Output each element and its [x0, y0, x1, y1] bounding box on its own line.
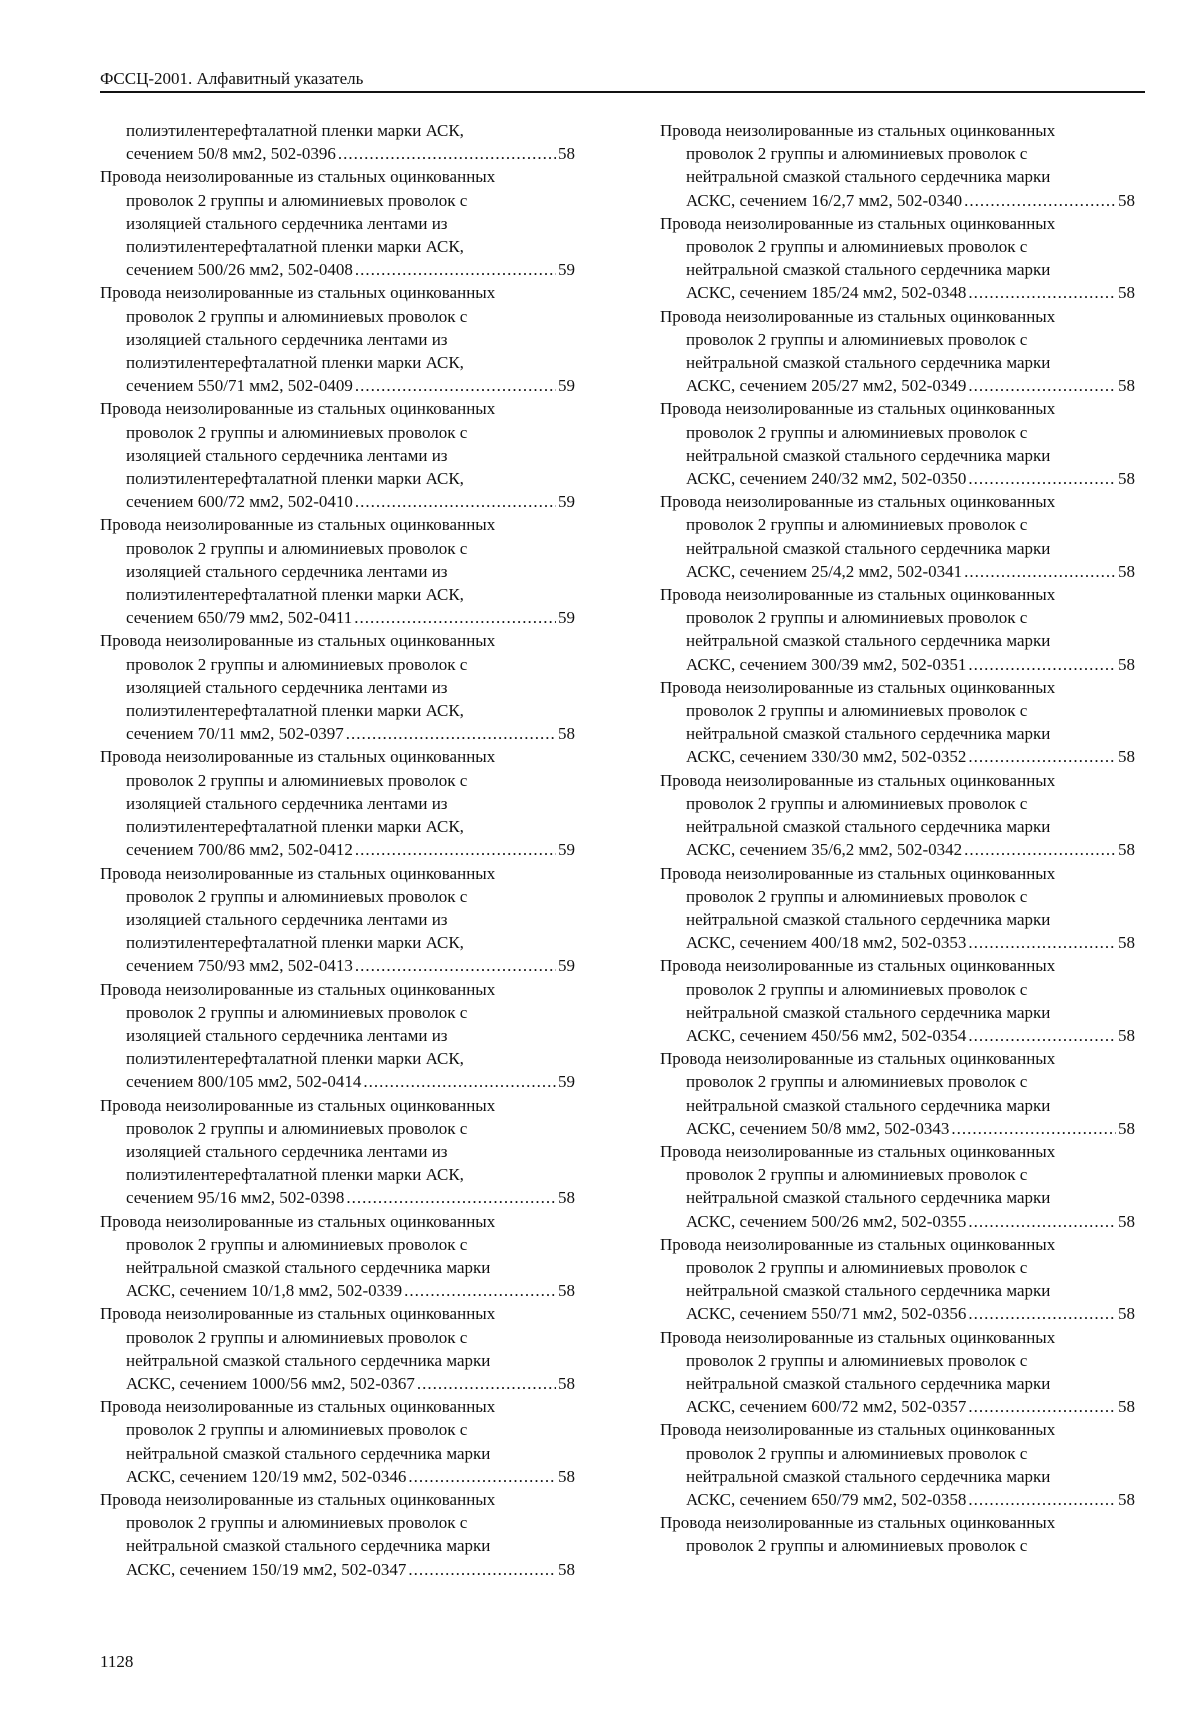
entry-line: нейтральной смазкой стального сердечника марки — [126, 1443, 491, 1463]
entry-line: нейтральной смазкой стального сердечника марки — [686, 445, 1051, 465]
entry-line: нейтральной смазкой стального сердечника марки — [686, 538, 1051, 558]
entry-page-ref: 58 — [558, 144, 575, 164]
entry-section: АСКС, сечением 10/1,8 мм2, 502-0339 — [126, 1281, 403, 1301]
entry-line: изоляцией стального сердечника лентами из — [126, 1141, 448, 1161]
entry-line: проволок 2 группы и алюминиевых проволок с — [686, 1536, 1028, 1556]
entry-line: нейтральной смазкой стального сердечника марки — [686, 1466, 1051, 1486]
entry-line: полиэтилентерефталатной пленки марки АСК, — [126, 237, 464, 257]
entry-section: АСКС, сечением 16/2,7 мм2, 502-0340 — [686, 190, 963, 210]
entry-line: изоляцией стального сердечника лентами из — [126, 213, 448, 233]
entry-line: нейтральной смазкой стального сердечника марки — [126, 1350, 491, 1370]
entry-line: нейтральной смазкой стального сердечника марки — [686, 817, 1051, 837]
entry-line: Провода неизолированные из стальных оцинкованных — [100, 399, 496, 419]
entry-line: изоляцией стального сердечника лентами из — [126, 793, 448, 813]
dot-leader — [417, 1372, 556, 1395]
entry-section: АСКС, сечением 330/30 мм2, 502-0352 — [686, 747, 967, 767]
index-entry — [100, 281, 575, 397]
index-entry — [100, 1395, 575, 1488]
entry-last-line — [100, 374, 575, 397]
entry-last-line — [660, 467, 1135, 490]
entry-line: Провода неизолированные из стальных оцинкованных — [100, 515, 496, 535]
entry-section: сечением 500/26 мм2, 502-0408 — [126, 260, 353, 280]
entry-last-line — [660, 1302, 1135, 1325]
entry-last-line — [100, 1186, 575, 1209]
entry-section: АСКС, сечением 205/27 мм2, 502-0349 — [686, 376, 967, 396]
dot-leader — [408, 1558, 556, 1581]
entry-line: полиэтилентерефталатной пленки марки АСК, — [126, 817, 464, 837]
entry-line: нейтральной смазкой стального сердечника марки — [686, 1095, 1051, 1115]
entry-line: Провода неизолированные из стальных оцинкованных — [660, 1327, 1056, 1347]
index-entry — [660, 1418, 1135, 1511]
entry-line: Провода неизолированные из стальных оцинкованных — [660, 399, 1056, 419]
dot-leader — [968, 1395, 1116, 1418]
entry-page-ref: 58 — [1118, 561, 1135, 581]
index-entry — [660, 1140, 1135, 1233]
entry-line: нейтральной смазкой стального сердечника марки — [686, 631, 1051, 651]
entry-section: АСКС, сечением 300/39 мм2, 502-0351 — [686, 654, 967, 674]
entry-line: нейтральной смазкой стального сердечника марки — [126, 1257, 491, 1277]
entry-last-line — [100, 1558, 575, 1581]
dot-leader — [968, 374, 1116, 397]
index-entry — [660, 305, 1135, 398]
entry-line: проволок 2 группы и алюминиевых проволок с — [686, 237, 1028, 257]
entry-line: полиэтилентерефталатной пленки марки АСК, — [126, 701, 464, 721]
entry-line: Провода неизолированные из стальных оцинкованных — [660, 863, 1056, 883]
dot-leader — [968, 1302, 1116, 1325]
index-entry — [660, 1233, 1135, 1326]
index-entry — [660, 1511, 1135, 1557]
entry-section: АСКС, сечением 1000/56 мм2, 502-0367 — [126, 1373, 415, 1393]
entry-page-ref: 58 — [558, 1373, 575, 1393]
entry-line: проволок 2 группы и алюминиевых проволок с — [126, 654, 468, 674]
dot-leader — [968, 467, 1116, 490]
entry-page-ref: 58 — [558, 724, 575, 744]
entry-line: проволок 2 группы и алюминиевых проволок с — [686, 886, 1028, 906]
entry-line: проволок 2 группы и алюминиевых проволок с — [126, 1002, 468, 1022]
entry-line: нейтральной смазкой стального сердечника марки — [686, 1281, 1051, 1301]
dot-leader — [408, 1465, 556, 1488]
entry-last-line — [100, 1279, 575, 1302]
entry-page-ref: 59 — [558, 956, 575, 976]
entry-last-line — [660, 1024, 1135, 1047]
entry-section: АСКС, сечением 35/6,2 мм2, 502-0342 — [686, 840, 963, 860]
entry-last-line — [660, 653, 1135, 676]
entry-line: Провода неизолированные из стальных оцинкованных — [660, 492, 1056, 512]
dot-leader — [968, 281, 1116, 304]
entry-page-ref: 58 — [1118, 1025, 1135, 1045]
entry-line: изоляцией стального сердечника лентами из — [126, 329, 448, 349]
index-column-right — [660, 119, 1135, 1558]
entry-page-ref: 59 — [558, 840, 575, 860]
entry-last-line — [100, 142, 575, 165]
entry-line: Провода неизолированные из стальных оцинкованных — [100, 863, 496, 883]
entry-page-ref: 58 — [1118, 1211, 1135, 1231]
entry-line: проволок 2 группы и алюминиевых проволок с — [126, 1327, 468, 1347]
entry-line: полиэтилентерефталатной пленки марки АСК, — [126, 1049, 464, 1069]
entry-page-ref: 58 — [1118, 747, 1135, 767]
entry-last-line — [100, 606, 575, 629]
entry-section: АСКС, сечением 400/18 мм2, 502-0353 — [686, 933, 967, 953]
dot-leader — [968, 1210, 1116, 1233]
entry-line: изоляцией стального сердечника лентами из — [126, 677, 448, 697]
dot-leader — [964, 838, 1116, 861]
entry-line: проволок 2 группы и алюминиевых проволок с — [686, 1072, 1028, 1092]
index-entry — [100, 119, 575, 165]
entry-line: полиэтилентерефталатной пленки марки АСК, — [126, 469, 464, 489]
entry-page-ref: 58 — [1118, 933, 1135, 953]
index-entry — [100, 978, 575, 1094]
entry-page-ref: 58 — [1118, 1118, 1135, 1138]
entry-line: Провода неизолированные из стальных оцинкованных — [100, 283, 496, 303]
index-entry — [100, 165, 575, 281]
dot-leader — [346, 722, 556, 745]
entry-line: проволок 2 группы и алюминиевых проволок с — [686, 979, 1028, 999]
entry-line: проволок 2 группы и алюминиевых проволок с — [686, 793, 1028, 813]
dot-leader — [355, 258, 556, 281]
entry-line: нейтральной смазкой стального сердечника марки — [686, 909, 1051, 929]
entry-line: проволок 2 группы и алюминиевых проволок с — [686, 1257, 1028, 1277]
entry-line: проволок 2 группы и алюминиевых проволок с — [126, 1234, 468, 1254]
entry-line: проволок 2 группы и алюминиевых проволок с — [126, 422, 468, 442]
entry-line: нейтральной смазкой стального сердечника марки — [686, 167, 1051, 187]
index-entry — [100, 397, 575, 513]
entry-page-ref: 59 — [558, 376, 575, 396]
dot-leader — [968, 653, 1116, 676]
entry-line: проволок 2 группы и алюминиевых проволок с — [126, 1420, 468, 1440]
index-entry — [660, 769, 1135, 862]
dot-leader — [968, 1024, 1116, 1047]
entry-section: АСКС, сечением 185/24 мм2, 502-0348 — [686, 283, 967, 303]
entry-page-ref: 59 — [558, 260, 575, 280]
entry-line: нейтральной смазкой стального сердечника марки — [686, 724, 1051, 744]
entry-section: сечением 650/79 мм2, 502-0411 — [126, 608, 353, 628]
entry-line: Провода неизолированные из стальных оцинкованных — [660, 213, 1056, 233]
entry-page-ref: 58 — [1118, 469, 1135, 489]
index-entry — [660, 1047, 1135, 1140]
entry-line: Провода неизолированные из стальных оцинкованных — [660, 1513, 1056, 1533]
entry-last-line — [100, 1465, 575, 1488]
entry-line: проволок 2 группы и алюминиевых проволок с — [126, 538, 468, 558]
entry-line: Провода неизолированные из стальных оцинкованных — [100, 1211, 496, 1231]
entry-page-ref: 58 — [1118, 840, 1135, 860]
entry-page-ref: 58 — [1118, 1489, 1135, 1509]
entry-section: сечением 50/8 мм2, 502-0396 — [126, 144, 336, 164]
entry-line: проволок 2 группы и алюминиевых проволок с — [126, 770, 468, 790]
entry-last-line — [660, 374, 1135, 397]
entry-section: АСКС, сечением 500/26 мм2, 502-0355 — [686, 1211, 967, 1231]
entry-line: Провода неизолированные из стальных оцинкованных — [100, 1489, 496, 1509]
entry-page-ref: 58 — [558, 1559, 575, 1579]
entry-line: Провода неизолированные из стальных оцинкованных — [100, 979, 496, 999]
entry-line: полиэтилентерефталатной пленки марки АСК, — [126, 353, 464, 373]
entry-last-line — [660, 189, 1135, 212]
entry-line: Провода неизолированные из стальных оцинкованных — [100, 1304, 496, 1324]
index-entry — [100, 1210, 575, 1303]
entry-line: Провода неизолированные из стальных оцинкованных — [100, 1095, 496, 1115]
entry-last-line — [660, 838, 1135, 861]
entry-last-line — [660, 745, 1135, 768]
running-header: ФССЦ-2001. Алфавитный указатель — [100, 68, 1145, 93]
entry-page-ref: 58 — [558, 1466, 575, 1486]
entry-page-ref: 59 — [558, 608, 575, 628]
dot-leader — [338, 142, 556, 165]
entry-page-ref: 58 — [558, 1281, 575, 1301]
entry-section: АСКС, сечением 50/8 мм2, 502-0343 — [686, 1118, 950, 1138]
entry-line: проволок 2 группы и алюминиевых проволок с — [686, 1443, 1028, 1463]
entry-section: сечением 800/105 мм2, 502-0414 — [126, 1072, 362, 1092]
entry-last-line — [100, 490, 575, 513]
entry-line: Провода неизолированные из стальных оцинкованных — [660, 1234, 1056, 1254]
index-entry — [100, 513, 575, 629]
entry-page-ref: 59 — [558, 1072, 575, 1092]
entry-last-line — [100, 838, 575, 861]
entry-line: проволок 2 группы и алюминиевых проволок с — [686, 1165, 1028, 1185]
entry-line: нейтральной смазкой стального сердечника марки — [686, 260, 1051, 280]
dot-leader — [346, 1186, 556, 1209]
dot-leader — [964, 189, 1116, 212]
entry-line: нейтральной смазкой стального сердечника марки — [686, 1002, 1051, 1022]
dot-leader — [355, 838, 556, 861]
index-entry — [660, 1326, 1135, 1419]
entry-page-ref: 58 — [1118, 654, 1135, 674]
entry-line: полиэтилентерефталатной пленки марки АСК, — [126, 933, 464, 953]
dot-leader — [355, 374, 556, 397]
entry-line: полиэтилентерефталатной пленки марки АСК, — [126, 1165, 464, 1185]
index-entry — [100, 1094, 575, 1210]
entry-section: АСКС, сечением 600/72 мм2, 502-0357 — [686, 1397, 967, 1417]
entry-line: Провода неизолированные из стальных оцинкованных — [660, 1420, 1056, 1440]
dot-leader — [968, 931, 1116, 954]
index-entry — [660, 490, 1135, 583]
index-entry — [100, 745, 575, 861]
index-entry — [100, 1488, 575, 1581]
entry-line: Провода неизолированные из стальных оцинкованных — [100, 631, 496, 651]
index-entry — [660, 862, 1135, 955]
entry-line: нейтральной смазкой стального сердечника марки — [686, 1188, 1051, 1208]
entry-line: Провода неизолированные из стальных оцинкованных — [100, 747, 496, 767]
entry-line: изоляцией стального сердечника лентами из — [126, 909, 448, 929]
entry-section: АСКС, сечением 240/32 мм2, 502-0350 — [686, 469, 967, 489]
entry-section: сечением 550/71 мм2, 502-0409 — [126, 376, 353, 396]
entry-section: сечением 750/93 мм2, 502-0413 — [126, 956, 353, 976]
dot-leader — [968, 1488, 1116, 1511]
entry-last-line — [660, 560, 1135, 583]
entry-last-line — [660, 1117, 1135, 1140]
entry-page-ref: 58 — [1118, 1304, 1135, 1324]
dot-leader — [404, 1279, 556, 1302]
entry-line: проволок 2 группы и алюминиевых проволок с — [686, 701, 1028, 721]
entry-section: сечением 600/72 мм2, 502-0410 — [126, 492, 353, 512]
page-number: 1128 — [100, 1652, 134, 1671]
index-entry — [660, 583, 1135, 676]
entry-line: проволок 2 группы и алюминиевых проволок с — [686, 422, 1028, 442]
entry-last-line — [660, 1210, 1135, 1233]
entry-line: Провода неизолированные из стальных оцинкованных — [660, 121, 1056, 140]
entry-line: Провода неизолированные из стальных оцинкованных — [660, 956, 1056, 976]
entry-section: АСКС, сечением 120/19 мм2, 502-0346 — [126, 1466, 407, 1486]
entry-last-line — [100, 954, 575, 977]
entry-line: нейтральной смазкой стального сердечника марки — [686, 1373, 1051, 1393]
entry-line: полиэтилентерефталатной пленки марки АСК, — [126, 585, 464, 605]
entry-last-line — [660, 1488, 1135, 1511]
entry-line: изоляцией стального сердечника лентами из — [126, 561, 448, 581]
entry-last-line — [660, 931, 1135, 954]
index-entry — [660, 397, 1135, 490]
entry-line: изоляцией стального сердечника лентами из — [126, 1025, 448, 1045]
entry-line: проволок 2 группы и алюминиевых проволок с — [126, 1118, 468, 1138]
entry-section: сечением 70/11 мм2, 502-0397 — [126, 724, 344, 744]
dot-leader — [968, 745, 1116, 768]
index-entry — [660, 212, 1135, 305]
index-entry — [660, 954, 1135, 1047]
entry-line: нейтральной смазкой стального сердечника марки — [686, 353, 1051, 373]
entry-line: Провода неизолированные из стальных оцинкованных — [100, 167, 496, 187]
index-entry — [100, 862, 575, 978]
entry-line: проволок 2 группы и алюминиевых проволок с — [126, 1513, 468, 1533]
entry-line: проволок 2 группы и алюминиевых проволок с — [126, 306, 468, 326]
entry-line: проволок 2 группы и алюминиевых проволок с — [686, 515, 1028, 535]
entry-last-line — [100, 722, 575, 745]
entry-section: АСКС, сечением 150/19 мм2, 502-0347 — [126, 1559, 407, 1579]
entry-section: АСКС, сечением 650/79 мм2, 502-0358 — [686, 1489, 967, 1509]
dot-leader — [355, 954, 556, 977]
entry-line: Провода неизолированные из стальных оцинкованных — [660, 677, 1056, 697]
entry-line: Провода неизолированные из стальных оцинкованных — [660, 585, 1056, 605]
entry-page-ref: 59 — [558, 492, 575, 512]
entry-line: Провода неизолированные из стальных оцинкованных — [660, 1049, 1056, 1069]
entry-last-line — [100, 1070, 575, 1093]
entry-page-ref: 58 — [1118, 283, 1135, 303]
entry-line: проволок 2 группы и алюминиевых проволок с — [686, 329, 1028, 349]
index-entry — [100, 629, 575, 745]
entry-page-ref: 58 — [558, 1188, 575, 1208]
entry-last-line — [100, 1372, 575, 1395]
index-column-left — [100, 119, 575, 1581]
entry-line: проволок 2 группы и алюминиевых проволок с — [686, 1350, 1028, 1370]
entry-section: АСКС, сечением 550/71 мм2, 502-0356 — [686, 1304, 967, 1324]
entry-line: проволок 2 группы и алюминиевых проволок с — [686, 608, 1028, 628]
entry-line: полиэтилентерефталатной пленки марки АСК, — [126, 121, 464, 140]
entry-last-line — [660, 281, 1135, 304]
entry-line: изоляцией стального сердечника лентами из — [126, 445, 448, 465]
dot-leader — [964, 560, 1116, 583]
entry-last-line — [100, 258, 575, 281]
index-entry — [660, 676, 1135, 769]
dot-leader — [951, 1117, 1116, 1140]
entry-line: проволок 2 группы и алюминиевых проволок с — [126, 886, 468, 906]
entry-line: нейтральной смазкой стального сердечника марки — [126, 1536, 491, 1556]
entry-line: Провода неизолированные из стальных оцинкованных — [660, 770, 1056, 790]
dot-leader — [354, 606, 556, 629]
entry-page-ref: 58 — [1118, 376, 1135, 396]
index-entry — [660, 119, 1135, 212]
entry-line: проволок 2 группы и алюминиевых проволок с — [126, 190, 468, 210]
entry-section: АСКС, сечением 25/4,2 мм2, 502-0341 — [686, 561, 963, 581]
index-entry — [100, 1302, 575, 1395]
entry-page-ref: 58 — [1118, 1397, 1135, 1417]
entry-section: сечением 700/86 мм2, 502-0412 — [126, 840, 353, 860]
entry-line: Провода неизолированные из стальных оцинкованных — [100, 1397, 496, 1417]
entry-line: Провода неизолированные из стальных оцинкованных — [660, 306, 1056, 326]
dot-leader — [355, 490, 556, 513]
entry-page-ref: 58 — [1118, 190, 1135, 210]
entry-section: сечением 95/16 мм2, 502-0398 — [126, 1188, 345, 1208]
entry-line: проволок 2 группы и алюминиевых проволок с — [686, 144, 1028, 164]
entry-section: АСКС, сечением 450/56 мм2, 502-0354 — [686, 1025, 967, 1045]
dot-leader — [363, 1070, 556, 1093]
entry-line: Провода неизолированные из стальных оцинкованных — [660, 1141, 1056, 1161]
entry-last-line — [660, 1395, 1135, 1418]
